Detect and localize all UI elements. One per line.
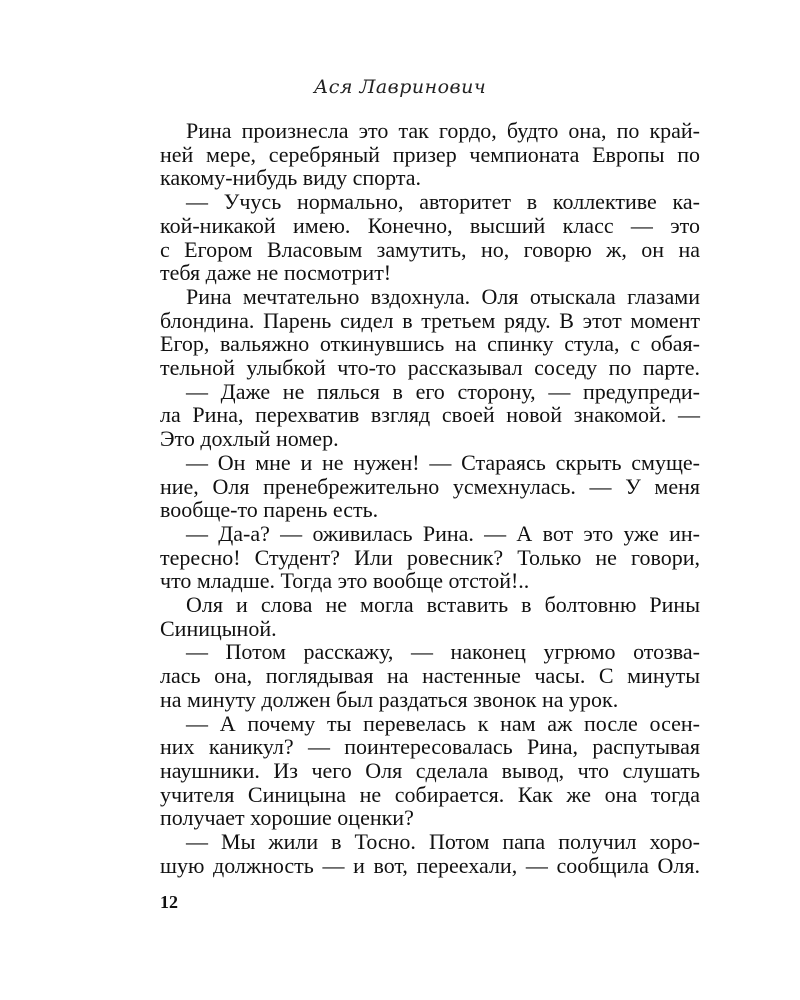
- text-line: ней мере, серебряный призер чемпионата Европы по: [160, 141, 700, 167]
- text-line: них каникул? — поинтересовалась Рина, распутывая: [160, 734, 700, 760]
- text-line: — А почему ты перевелась к нам аж после осен-: [186, 710, 700, 736]
- text-line: — Он мне и не нужен! — Стараясь скрыть смуще-: [186, 449, 700, 475]
- text-line: на минуту должен был раздаться звонок на урок.: [160, 686, 619, 712]
- text-line: Егор, вальяжно откинувшись на спинку стула, с обая-: [160, 331, 700, 357]
- text-line: лась она, поглядывая на настенные часы. С минуты: [160, 663, 700, 689]
- text-line: вообще-то парень есть.: [160, 497, 379, 523]
- text-line: Оля и слова не могла вставить в болтовню Рины: [186, 592, 700, 618]
- running-head-author: Ася Лавринович: [313, 76, 487, 98]
- text-line: какому-нибудь виду спорта.: [160, 165, 422, 191]
- text-line: наушники. Из чего Оля сделала вывод, что слушать: [160, 757, 700, 783]
- text-line: — Потом расскажу, — наконец угрюмо отозва-: [186, 639, 700, 665]
- text-line: — Даже не пялься в его сторону, — предупреди-: [186, 378, 700, 404]
- text-line: — Мы жили в Тосно. Потом папа получил хоро-: [186, 829, 700, 855]
- text-line: Рина произнесла это так гордо, будто она, по край-: [186, 118, 700, 143]
- page-number: 12: [160, 892, 178, 912]
- text-line: шую должность — и вот, переехали, — сообщила Оля.: [160, 852, 700, 878]
- text-line: кой-никакой имею. Конечно, высший класс — это: [160, 212, 700, 238]
- text-line: ние, Оля пренебрежительно усмехнулась. — У меня: [160, 473, 700, 499]
- text-line: Это дохлый номер.: [160, 426, 339, 452]
- text-line: что младше. Тогда это вообще отстой!..: [160, 568, 530, 594]
- text-line: тельной улыбкой что-то рассказывал соседу по парте.: [160, 355, 700, 381]
- text-line: — Учусь нормально, авторитет в коллективе ка-: [186, 189, 700, 215]
- text-line: получает хорошие оценки?: [160, 805, 414, 831]
- text-line: блондина. Парень сидел в третьем ряду. В этот момент: [160, 307, 700, 333]
- text-line: — Да-а? — оживилась Рина. — А вот это уже ин-: [186, 520, 700, 546]
- text-line: с Егором Власовым замутить, но, говорю ж, он на: [160, 236, 700, 262]
- text-line: учителя Синицына не собирается. Как же она тогда: [160, 781, 700, 807]
- text-line: Рина мечтательно вздохнула. Оля отыскала глазами: [186, 283, 700, 309]
- text-line: тересно! Студент? Или ровесник? Только не говори,: [160, 544, 700, 570]
- text-line: тебя даже не посмотрит!: [160, 260, 392, 286]
- text-line: ла Рина, перехватив взгляд своей новой знакомой. —: [160, 402, 700, 428]
- body-text: [160, 119, 700, 878]
- text-line: Синицыной.: [160, 615, 277, 641]
